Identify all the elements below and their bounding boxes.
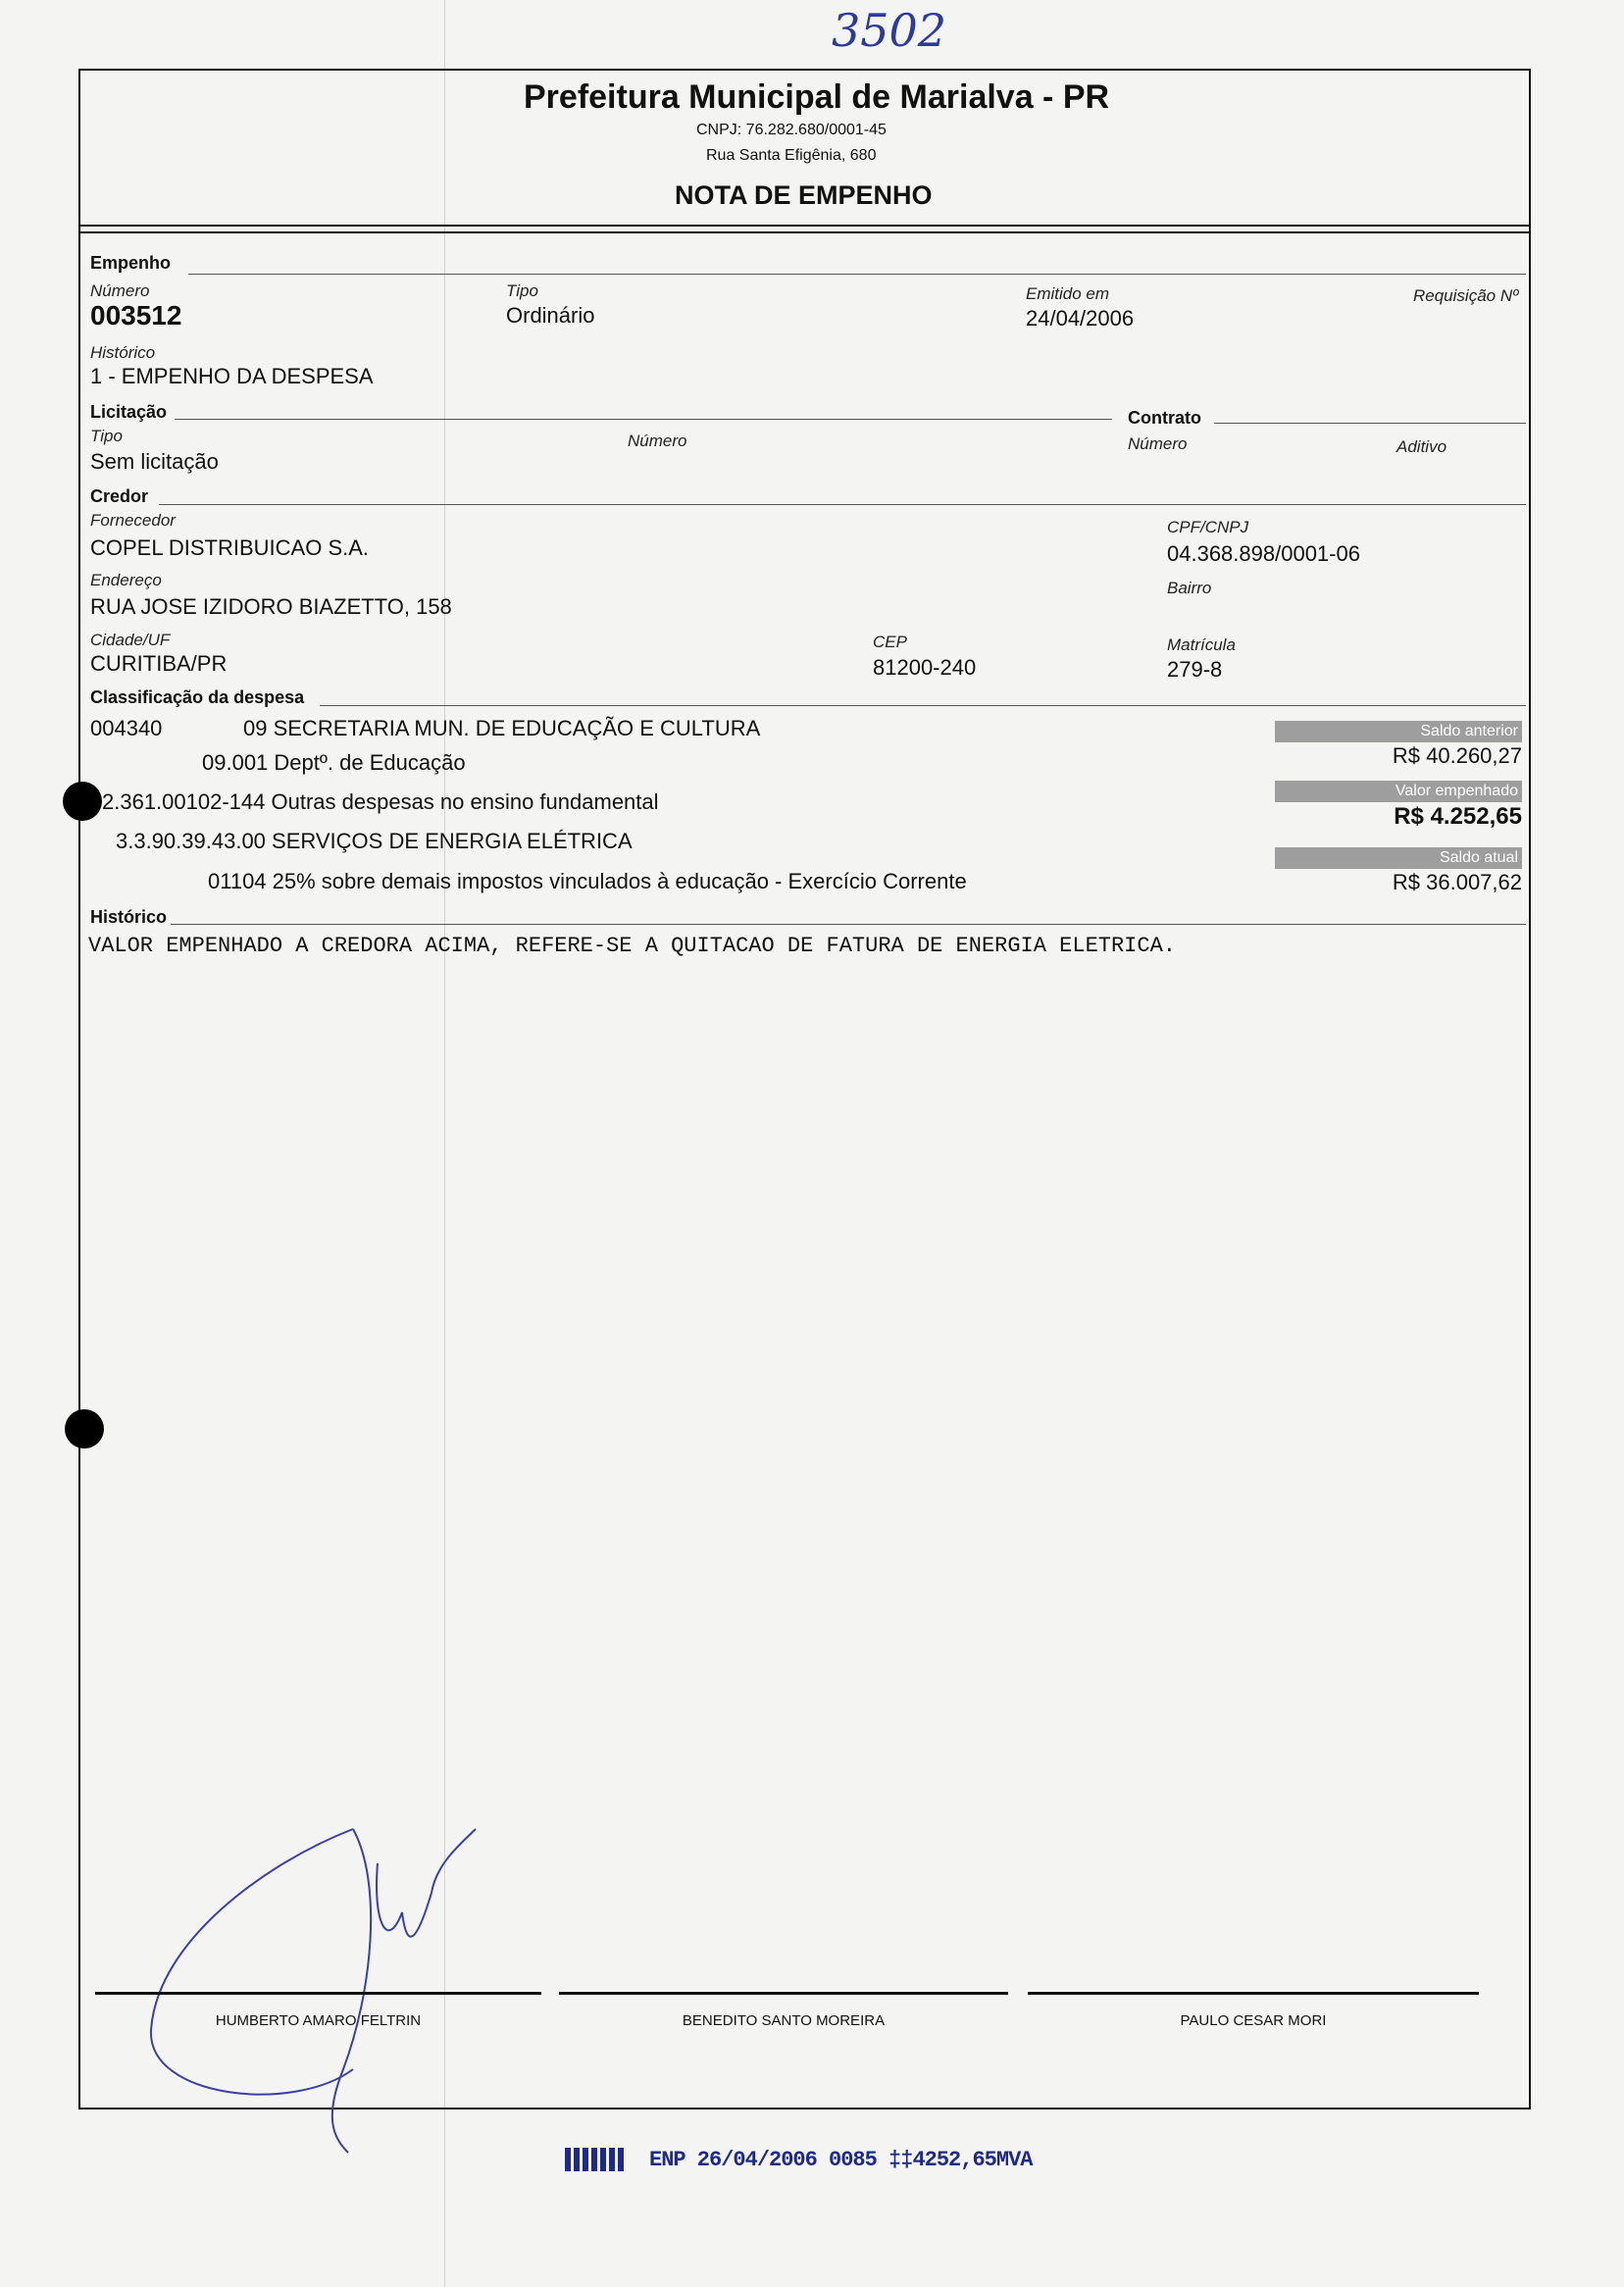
- matricula-value: 279-8: [1167, 657, 1223, 682]
- historico-text: VALOR EMPENHADO A CREDORA ACIMA, REFERE-SE A QUITACAO DE FATURA DE ENERGIA ELETRICA.: [88, 934, 1176, 958]
- contrato-aditivo-label: Aditivo: [1396, 437, 1447, 456]
- section-classificacao: Classificação da despesa: [90, 687, 305, 707]
- emitido-label: Emitido em: [1026, 284, 1110, 303]
- matricula-label: Matrícula: [1167, 635, 1236, 654]
- section-licitacao: Licitação: [90, 402, 168, 422]
- handwritten-signature: [137, 1804, 510, 2158]
- section-historico: Histórico: [90, 907, 168, 927]
- authentication-stamp: ENP 26/04/2006 0085 ‡‡4252,65MVA: [649, 2148, 1033, 2172]
- signature-line-2: [559, 1992, 1008, 1995]
- empenho-historico: 1 - EMPENHO DA DESPESA: [90, 364, 374, 388]
- emitido-date: 24/04/2006: [1026, 306, 1135, 330]
- signatory-1: HUMBERTO AMARO FELTRIN: [215, 2012, 422, 2029]
- fornecedor-label: Fornecedor: [90, 511, 176, 530]
- document-title: NOTA DE EMPENHO: [675, 180, 933, 210]
- signature-line-3: [1028, 1992, 1479, 1995]
- rule: [320, 705, 1526, 706]
- contrato-numero-label: Número: [1128, 434, 1188, 453]
- tipo-label: Tipo: [506, 281, 538, 300]
- cpf-label: CPF/CNPJ: [1167, 518, 1249, 536]
- signatory-2: BENEDITO SANTO MOREIRA: [682, 2012, 886, 2029]
- saldo-anterior-value: R$ 40.260,27: [1392, 743, 1522, 768]
- classificacao-line5: 01104 25% sobre demais impostos vinculados à educação - Exercício Corrente: [208, 869, 967, 893]
- valor-empenhado-label: Valor empenhado: [1275, 781, 1522, 802]
- handwritten-page-number: 3502: [832, 4, 947, 57]
- classificacao-line3: 2.361.00102-144 Outras despesas no ensino fundamental: [102, 789, 659, 814]
- saldo-atual-value: R$ 36.007,62: [1392, 870, 1522, 894]
- address-line: Rua Santa Efigênia, 680: [706, 147, 877, 164]
- rule: [188, 274, 1526, 275]
- fornecedor-name: COPEL DISTRIBUICAO S.A.: [90, 535, 370, 560]
- punch-hole: [65, 1409, 104, 1448]
- cpf-value: 04.368.898/0001-06: [1167, 541, 1360, 566]
- licitacao-numero-label: Número: [628, 432, 687, 450]
- cep-label: CEP: [873, 633, 907, 651]
- valor-empenhado-value: R$ 4.252,65: [1394, 803, 1522, 830]
- rule: [175, 419, 1112, 420]
- municipality-title: Prefeitura Municipal de Marialva - PR: [524, 78, 1110, 116]
- empenho-numero: 003512: [90, 300, 182, 330]
- section-contrato: Contrato: [1128, 408, 1201, 428]
- section-empenho: Empenho: [90, 253, 172, 273]
- classificacao-code: 004340: [90, 716, 163, 740]
- endereco-label: Endereço: [90, 571, 162, 589]
- cidade-value: CURITIBA/PR: [90, 651, 228, 676]
- requisicao-label: Requisição Nº: [1413, 286, 1519, 305]
- stamp-logo-icon: [565, 2148, 624, 2171]
- header-divider: [78, 225, 1531, 227]
- classificacao-line1: 09 SECRETARIA MUN. DE EDUCAÇÃO E CULTURA: [243, 716, 761, 740]
- rule: [1214, 423, 1526, 424]
- header-divider-2: [78, 231, 1531, 233]
- numero-label: Número: [90, 281, 150, 300]
- bairro-label: Bairro: [1167, 579, 1212, 597]
- classificacao-line4: 3.3.90.39.43.00 SERVIÇOS DE ENERGIA ELÉTRICA: [116, 829, 633, 853]
- cep-value: 81200-240: [873, 655, 977, 680]
- cidade-label: Cidade/UF: [90, 631, 171, 649]
- signature-line-1: [95, 1992, 541, 1995]
- saldo-anterior-label: Saldo anterior: [1275, 721, 1522, 742]
- licitacao-tipo-label: Tipo: [90, 427, 123, 445]
- endereco-value: RUA JOSE IZIDORO BIAZETTO, 158: [90, 594, 452, 619]
- cnpj-line: CNPJ: 76.282.680/0001-45: [696, 122, 887, 138]
- rule: [159, 504, 1526, 505]
- classificacao-line2: 09.001 Deptº. de Educação: [202, 750, 466, 775]
- saldo-atual-label: Saldo atual: [1275, 847, 1522, 869]
- licitacao-tipo: Sem licitação: [90, 449, 219, 474]
- rule: [171, 924, 1526, 925]
- punch-hole: [63, 782, 102, 821]
- signatory-3: PAULO CESAR MORI: [1180, 2012, 1327, 2029]
- section-credor: Credor: [90, 486, 149, 506]
- historico-label: Histórico: [90, 343, 156, 362]
- empenho-tipo: Ordinário: [506, 303, 595, 328]
